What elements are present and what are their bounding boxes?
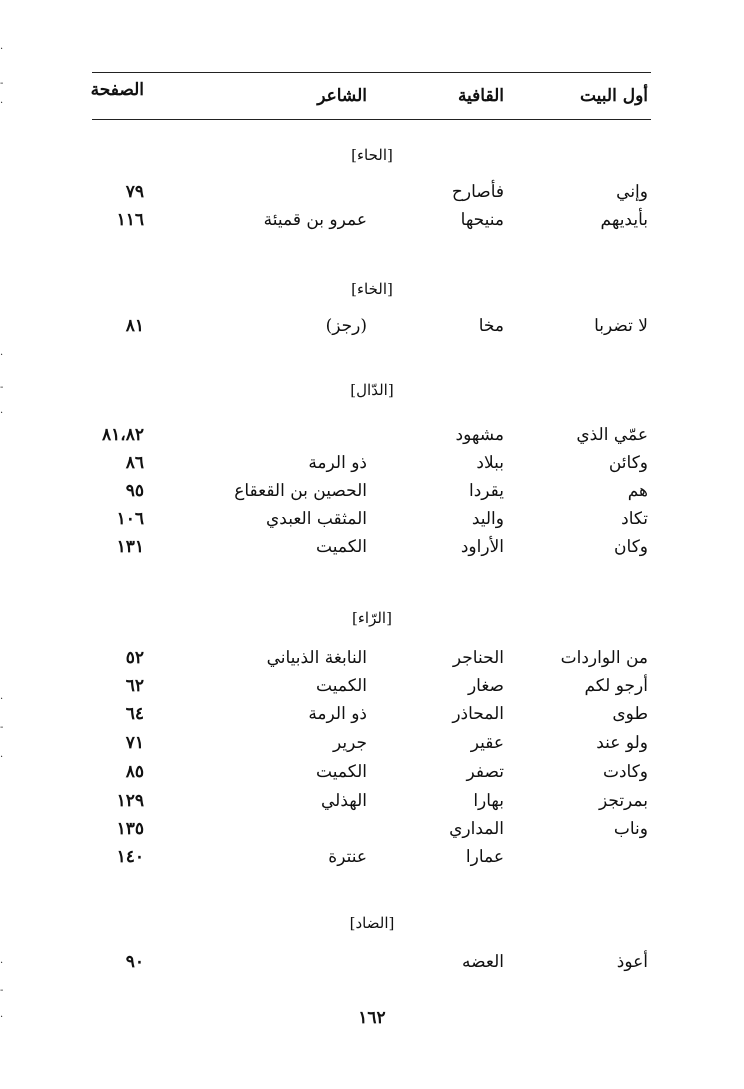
first-verse: وإني xyxy=(616,182,648,202)
page-ref: ١٣٥ xyxy=(116,819,144,839)
page-ref: ١٢٩ xyxy=(116,791,144,811)
first-verse: أعوذ xyxy=(616,952,648,972)
poet: الحصين بن القعقاع xyxy=(234,481,367,501)
first-verse: لا تضربا xyxy=(594,316,648,336)
page-ref: ١٤٠ xyxy=(116,847,144,867)
scan-speck: - xyxy=(0,78,4,89)
header-poet: الشاعر xyxy=(317,86,367,106)
page-ref: ٧١ xyxy=(125,733,144,753)
scan-speck: - xyxy=(0,985,4,996)
poet: الكميت xyxy=(316,537,367,557)
page-ref: ٥٢ xyxy=(125,648,144,668)
section-title: [الرّاء] xyxy=(352,609,392,627)
rhyme: المحاذر xyxy=(452,704,504,724)
page-ref: ٩٠ xyxy=(125,952,144,972)
first-verse: تكاد xyxy=(621,509,648,529)
poet: الكميت xyxy=(316,676,367,696)
poet: الكميت xyxy=(316,762,367,782)
rhyme: العضه xyxy=(462,952,504,972)
page-ref: ٧٩ xyxy=(125,182,144,202)
scan-speck: · xyxy=(0,44,4,55)
rhyme: يقردا xyxy=(468,481,504,501)
poet: النابغة الذبياني xyxy=(266,648,367,668)
first-verse: ولو عند xyxy=(596,733,648,753)
page-ref: ٨٥ xyxy=(125,762,144,782)
page-ref: ٦٤ xyxy=(125,704,144,724)
page-ref: ٨١ xyxy=(125,316,144,336)
page-ref: ٦٢ xyxy=(125,676,144,696)
page-ref: ١٣١ xyxy=(116,537,144,557)
page-ref: ٨١،٨٢ xyxy=(101,425,144,445)
scan-speck: · xyxy=(0,1012,4,1023)
first-verse: طوى xyxy=(612,704,648,724)
section-title: [الضاد] xyxy=(349,914,395,932)
scan-speck: · xyxy=(0,350,4,361)
first-verse: وناب xyxy=(613,819,648,839)
header-page: الصفحة xyxy=(90,80,144,100)
section-title: [الدّال] xyxy=(350,381,394,399)
rhyme: بهارا xyxy=(473,791,504,811)
poet: عمرو بن قميئة xyxy=(263,210,367,230)
poet: عنترة xyxy=(328,847,367,867)
poet: الهذلي xyxy=(320,791,367,811)
rhyme: الأراود xyxy=(460,537,504,557)
first-verse: بأيديهم xyxy=(600,210,648,230)
section-title: [الخاء] xyxy=(351,280,393,298)
rhyme: عقير xyxy=(470,733,504,753)
section-title: [الحاء] xyxy=(351,146,393,164)
scan-speck: · xyxy=(0,98,4,109)
first-verse: وكادت xyxy=(602,762,648,782)
scan-speck: · xyxy=(0,694,4,705)
page-ref: ٩٥ xyxy=(125,481,144,501)
rhyme: مشهود xyxy=(455,425,504,445)
rhyme: واليد xyxy=(471,509,504,529)
poet: ذو الرمة xyxy=(308,453,367,473)
rhyme: مخا xyxy=(478,316,504,336)
first-verse: هم xyxy=(627,481,648,501)
poet: ذو الرمة xyxy=(308,704,367,724)
page-ref: ٨٦ xyxy=(125,453,144,473)
poet: جرير xyxy=(333,733,367,753)
poet: (رجز) xyxy=(325,316,367,336)
page-ref: ١١٦ xyxy=(116,210,144,230)
rhyme: عمارا xyxy=(465,847,504,867)
first-verse: وكائن xyxy=(608,453,648,473)
poet: المثقب العبدي xyxy=(265,509,367,529)
scan-speck: - xyxy=(0,722,4,733)
rhyme: ببلاد xyxy=(476,453,504,473)
scan-speck: · xyxy=(0,408,4,419)
rhyme: الحناجر xyxy=(452,648,504,668)
first-verse: من الواردات xyxy=(560,648,648,668)
table-header-rule xyxy=(92,72,651,120)
rhyme: صغار xyxy=(467,676,504,696)
first-verse: بمرتجز xyxy=(598,791,648,811)
rhyme: المداري xyxy=(449,819,504,839)
header-rhyme: القافية xyxy=(457,86,504,106)
scan-speck: · xyxy=(0,958,4,969)
header-first-verse: أول البيت xyxy=(579,86,648,106)
page-number: ١٦٢ xyxy=(358,1008,386,1028)
scan-speck: - xyxy=(0,382,4,393)
scan-speck: · xyxy=(0,752,4,763)
first-verse: أرجو لكم xyxy=(584,676,648,696)
rhyme: تصفر xyxy=(466,762,504,782)
first-verse: وكان xyxy=(614,537,648,557)
rhyme: منيحها xyxy=(460,210,504,230)
page-ref: ١٠٦ xyxy=(116,509,144,529)
rhyme: فأصارح xyxy=(451,182,504,202)
first-verse: عمّي الذي xyxy=(576,425,648,445)
